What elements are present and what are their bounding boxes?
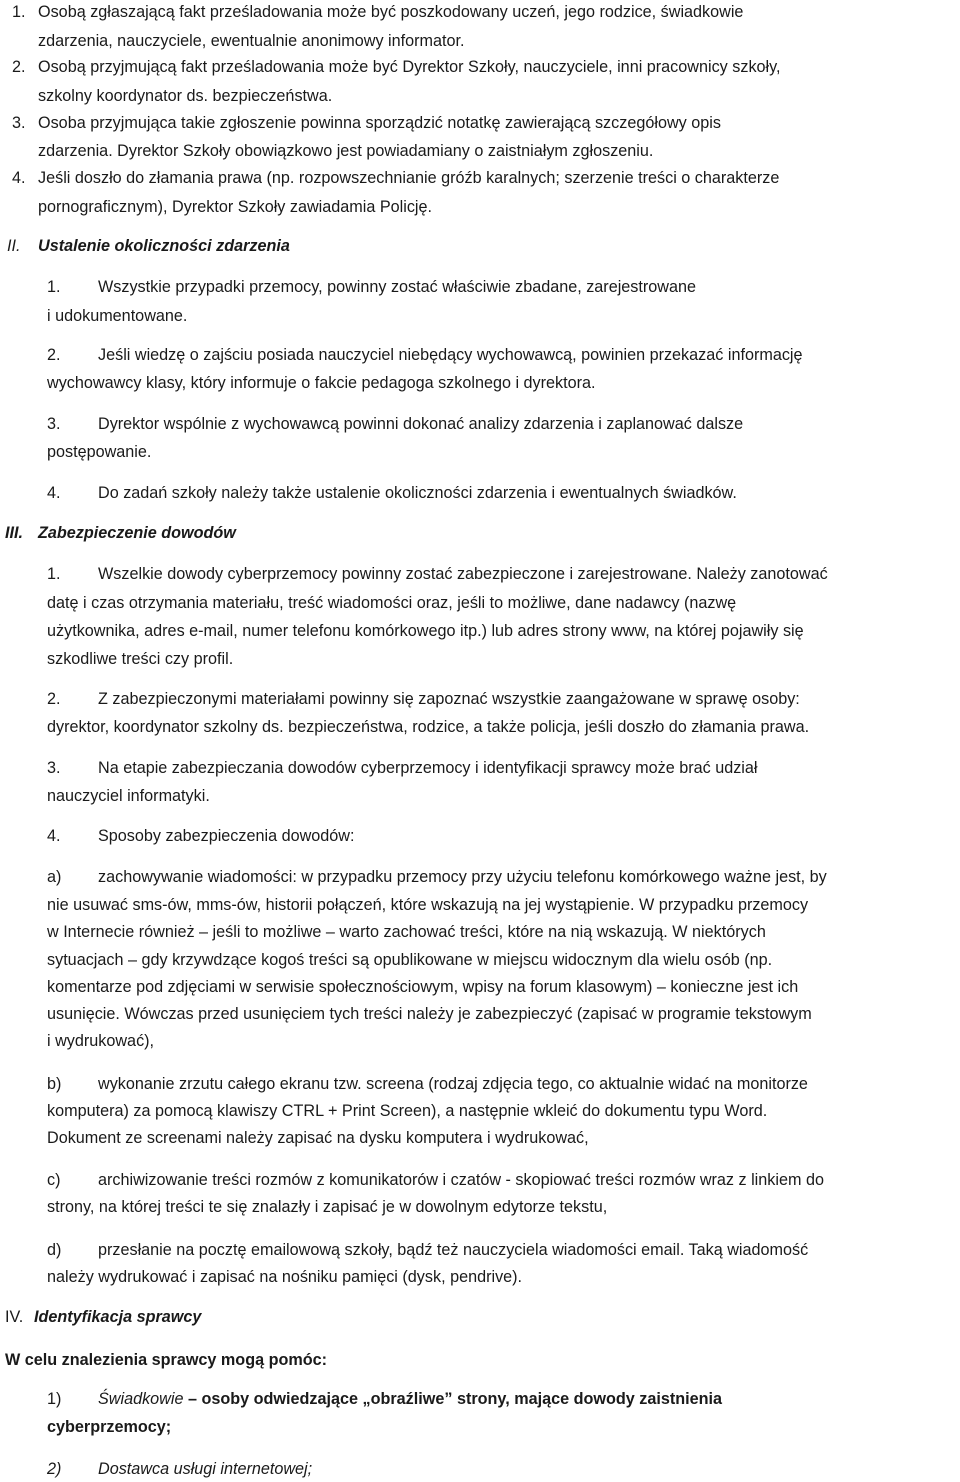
section-roman-numeral: III. [5, 524, 23, 542]
list-item-text: szkodliwe treści czy profil. [47, 650, 234, 668]
list-item-text: zdarzenia, nauczyciele, ewentualnie anonimowy informator. [38, 32, 465, 50]
list-item-text: sytuacjach – gdy krzywdzące kogoś treści są opublikowane w miejscu widocznym dla wielu osób (np. [47, 951, 773, 969]
list-item-text: Z zabezpieczonymi materiałami powinny się zapoznać wszystkie zaangażowane w sprawę osoby: [98, 690, 800, 708]
section-heading: Identyfikacja sprawcy [34, 1308, 202, 1326]
list-item-text: komputera) za pomocą klawiszy CTRL + Print Screen), a następnie wkleić do dokumentu typu Word. [47, 1102, 768, 1120]
list-item-text: Dokument ze screenami należy zapisać na dysku komputera i wydrukować, [47, 1129, 589, 1147]
list-item-text: Wszystkie przypadki przemocy, powinny zostać właściwie zbadane, zarejestrowane [98, 278, 696, 296]
list-letter: d) [47, 1241, 62, 1259]
section-intro: W celu znalezienia sprawcy mogą pomóc: [5, 1351, 328, 1369]
list-number: 4. [47, 827, 61, 845]
list-number: 1) [47, 1390, 62, 1408]
list-item-text: zdarzenia. Dyrektor Szkoły obowiązkowo jest powiadamiany o zaistniałym zgłoszeniu. [38, 142, 654, 160]
list-number: 4. [12, 169, 26, 187]
list-letter: c) [47, 1171, 61, 1189]
list-item-text: w Internecie również – jeśli to możliwe – warto zachować treści, które na nią wskazują. W niektórych [47, 923, 766, 941]
list-item-text: przesłanie na pocztę emailowową szkoły, bądź też nauczyciela wiadomości email. Taką wiadomość [98, 1241, 809, 1259]
list-item-text: Osobą zgłaszającą fakt prześladowania może być poszkodowany uczeń, jego rodzice, świadkowie [38, 3, 744, 21]
list-item-text: strony, na której treści te się znalazły i zapisać je w dowolnym edytorze tekstu, [47, 1198, 608, 1216]
list-number: 2. [12, 58, 26, 76]
list-item-text: szkolny koordynator ds. bezpieczeństwa. [38, 87, 333, 105]
list-item-text: Jeśli wiedzę o zajściu posiada nauczyciel niebędący wychowawcą, powinien przekazać informację [98, 346, 803, 364]
section-heading: Zabezpieczenie dowodów [38, 524, 236, 542]
list-item-text: Sposoby zabezpieczenia dowodów: [98, 827, 355, 845]
list-item-text: wychowawcy klasy, który informuje o fakcie pedagoga szkolnego i dyrektora. [47, 374, 596, 392]
list-number: 3. [47, 759, 61, 777]
list-item-text: Jeśli doszło do złamania prawa (np. rozpowszechnianie gróźb karalnych; szerzenie treści o charakterze [38, 169, 780, 187]
list-number: 1. [47, 278, 61, 296]
section-roman-numeral: IV. [5, 1308, 24, 1326]
list-number: 2. [47, 346, 61, 364]
list-item-text: cyberprzemocy; [47, 1418, 172, 1436]
list-number: 4. [47, 484, 61, 502]
list-number: 3. [12, 114, 26, 132]
list-item-text: datę i czas otrzymania materiału, treść wiadomości oraz, jeśli to możliwe, dane nadawcy (nazwę [47, 594, 737, 612]
list-item-text: wykonanie zrzutu całego ekranu tzw. screena (rodzaj zdjęcia tego, co aktualnie widać na monitorze [98, 1075, 808, 1093]
list-item-text: Wszelkie dowody cyberprzemocy powinny zostać zabezpieczone i zarejestrowane. Należy zanotować [98, 565, 828, 583]
list-item-text: nie usuwać sms-ów, mms-ów, historii połączeń, które wskazują na jej wystąpienie. W przypadku przemocy [47, 896, 809, 914]
list-item-text: użytkownika, adres e-mail, numer telefonu komórkowego itp.) lub adres strony www, na której pojawiły się [47, 622, 804, 640]
list-number: 2) [47, 1460, 62, 1478]
list-number: 1. [12, 3, 26, 21]
list-item-text: Dostawca usługi internetowej; [98, 1460, 313, 1478]
list-item-text: Osoba przyjmująca takie zgłoszenie powinna sporządzić notatkę zawierającą szczegółowy opis [38, 114, 721, 132]
list-item-text: archiwizowanie treści rozmów z komunikatorów i czatów - skopiować treści rozmów wraz z linkiem do [98, 1171, 824, 1189]
list-item-text: Na etapie zabezpieczania dowodów cyberprzemocy i identyfikacji sprawcy może brać udział [98, 759, 758, 777]
list-letter: b) [47, 1075, 62, 1093]
term-witnesses: Świadkowie [98, 1390, 184, 1408]
list-item-text: zachowywanie wiadomości: w przypadku przemocy przy użyciu telefonu komórkowego ważne jest, by [98, 868, 827, 886]
list-number: 2. [47, 690, 61, 708]
list-number: 1. [47, 565, 61, 583]
list-letter: a) [47, 868, 62, 886]
list-item-text: usunięcie. Wówczas przed usunięciem tych treści należy je zabezpieczyć (zapisać w programie tekstowym [47, 1005, 812, 1023]
list-item-text: dyrektor, koordynator szkolny ds. bezpieczeństwa, rodzice, a także policja, jeśli doszło do złamania prawa. [47, 718, 810, 736]
list-item-text: postępowanie. [47, 443, 152, 461]
list-item-text: i wydrukować), [47, 1032, 155, 1050]
list-item-text: Dyrektor wspólnie z wychowawcą powinni dokonać analizy zdarzenia i zaplanować dalsze [98, 415, 744, 433]
list-item-text: pornograficznym), Dyrektor Szkoły zawiadamia Policję. [38, 198, 433, 216]
list-item-text: należy wydrukować i zapisać na nośniku pamięci (dysk, pendrive). [47, 1268, 523, 1286]
section-roman-numeral: II. [7, 237, 21, 255]
list-item-text: Osobą przyjmującą fakt prześladowania może być Dyrektor Szkoły, nauczyciele, inni pracownicy szkoły, [38, 58, 781, 76]
section-heading: Ustalenie okoliczności zdarzenia [38, 237, 290, 255]
list-number: 3. [47, 415, 61, 433]
list-item-text: komentarze pod zdjęciami w serwisie społecznościowym, wpisy na forum klasowym) – konieczne jest ich [47, 978, 799, 996]
list-item-text [98, 1389, 722, 1409]
list-item-text: Do zadań szkoły należy także ustalenie okoliczności zdarzenia i ewentualnych świadków. [98, 484, 737, 502]
list-item-text: i udokumentowane. [47, 307, 188, 325]
term-description: – osoby odwiedzające „obraźliwe” strony, mające dowody zaistnienia [183, 1390, 723, 1408]
list-item-text: nauczyciel informatyki. [47, 787, 210, 805]
